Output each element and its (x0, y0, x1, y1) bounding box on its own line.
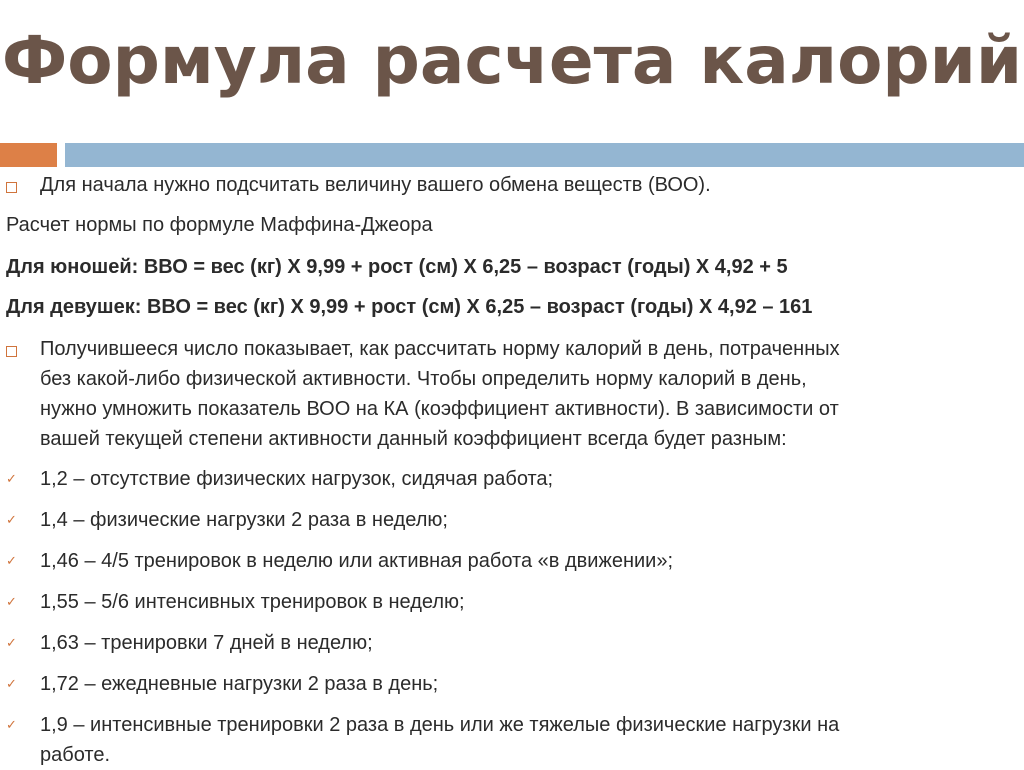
activity-item-text: 1,72 – ежедневные нагрузки 2 раза в день; (40, 673, 439, 695)
activity-item-line: 1,9 – интенсивные тренировки 2 раза в день или же тяжелые физические нагрузки на (40, 714, 840, 736)
activity-item-line: работе. (40, 744, 110, 766)
activity-item-text: 1,4 – физические нагрузки 2 раза в неделю; (40, 509, 448, 531)
check-icon: ✓ (6, 594, 17, 609)
explanation-line: без какой-либо физической активности. Чтобы определить норму калорий в день, (40, 368, 807, 390)
explanation-line: нужно умножить показатель ВОО на КА (коэффициент активности). В зависимости от (40, 398, 839, 420)
slide-title: Формула расчета калорий (1, 22, 1023, 99)
activity-item-text: 1,63 – тренировки 7 дней в неделю; (40, 632, 373, 654)
explanation-text (40, 334, 990, 454)
formula-men: Для юношей: ВВО = вес (кг) Х 9,99 + рост (см) Х 6,25 – возраст (годы) Х 4,92 + 5 (6, 256, 788, 278)
check-icon: ✓ (6, 635, 17, 650)
activity-item-text: 1,55 – 5/6 интенсивных тренировок в неделю; (40, 591, 465, 613)
accent-bar-blue (65, 143, 1024, 167)
explanation-line: Получившееся число показывает, как рассчитать норму калорий в день, потраченных (40, 338, 840, 360)
activity-item-text: 1,46 – 4/5 тренировок в неделю или активная работа «в движении»; (40, 550, 674, 572)
check-icon: ✓ (6, 676, 17, 691)
formula-heading: Расчет нормы по формуле Маффина-Джеора (6, 214, 433, 236)
activity-item-text (40, 710, 1020, 770)
check-icon: ✓ (6, 553, 17, 568)
check-icon: ✓ (6, 471, 17, 486)
bullet-text: Для начала нужно подсчитать величину вашего обмена веществ (ВОО). (40, 174, 711, 196)
square-bullet-icon (6, 334, 26, 366)
square-bullet-icon (6, 170, 26, 202)
accent-bar-orange (0, 143, 57, 167)
formula-women: Для девушек: ВВО = вес (кг) Х 9,99 + рост (см) Х 6,25 – возраст (годы) Х 4,92 – 161 (6, 296, 813, 318)
explanation-line: вашей текущей степени активности данный коэффициент всегда будет разным: (40, 428, 787, 450)
check-icon: ✓ (6, 717, 17, 732)
check-icon: ✓ (6, 512, 17, 527)
activity-item-text: 1,2 – отсутствие физических нагрузок, сидячая работа; (40, 468, 554, 490)
